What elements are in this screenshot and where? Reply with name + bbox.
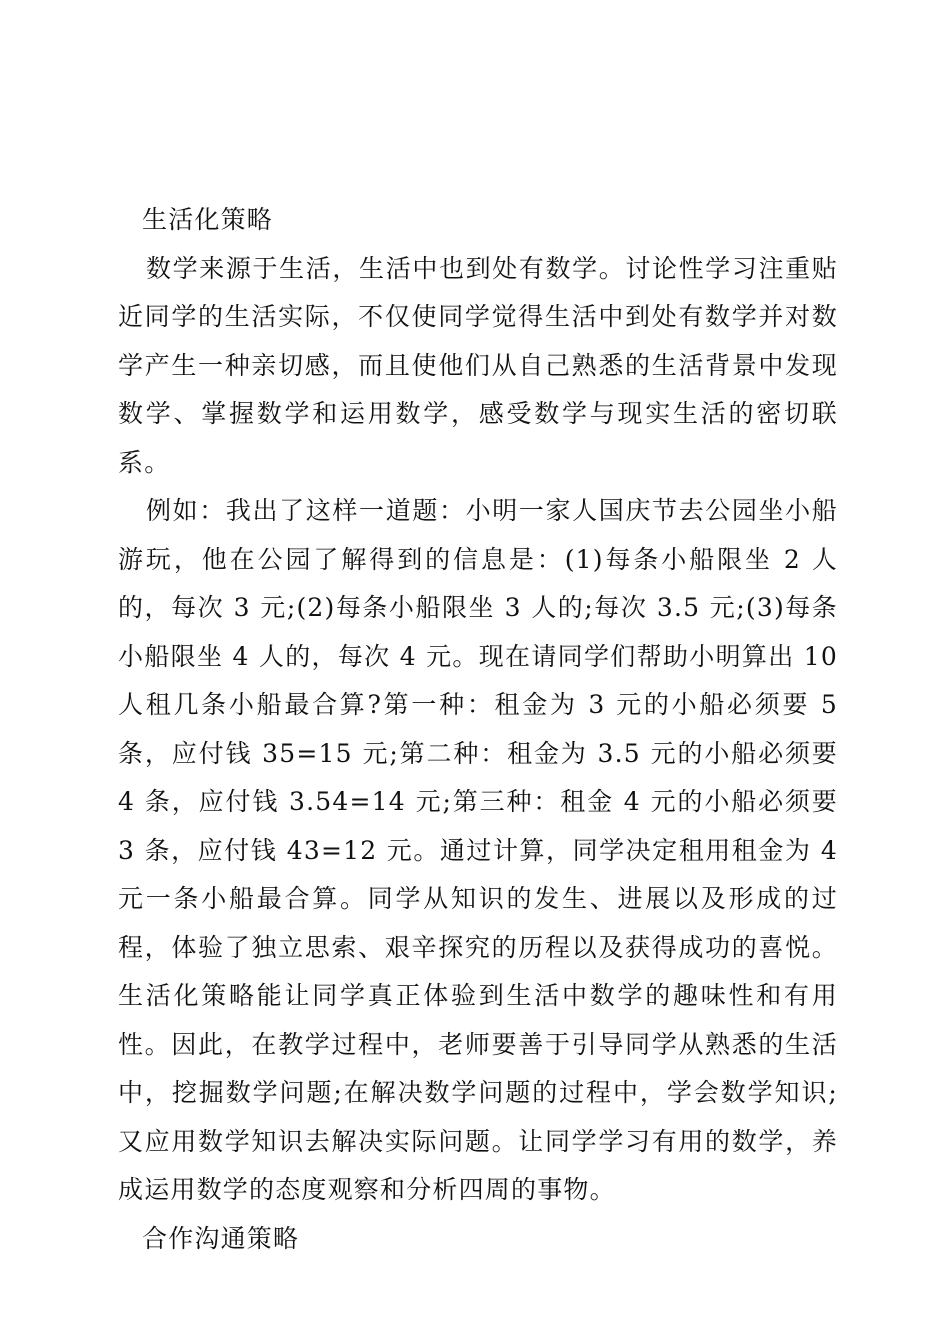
document-body bbox=[118, 196, 838, 1263]
section-heading-cooperation-strategy: 合作沟通策略 bbox=[142, 1223, 300, 1253]
paragraph-example: 例如：我出了这样一道题：小明一家人国庆节去公园坐小船游玩，他在公园了解得到的信息是：(1)每条小船限坐 2 人的，每次 3 元;(2)每条小船限坐 3 人的;每次 3.5 元;(3)每条小船限坐 4 人的，每次 4 元。现在请同学们帮助小明算出 10 人租几条小船最合算?第一种：租金为 3 元的小船必须要 5 条，应付钱 35=15 元;第二种：租金为 3.5 元的小船必须要 4 条，应付钱 3.54=14 元;第三种：租金 4 元的小船必须要 3 条，应付钱 43=12 元。通过计算，同学决定租用租金为 4 元一条小船最合算。同学从知识的发生、进展以及形成的过程，体验了独立思索、艰辛探究的历程以及获得成功的喜悦。生活化策略能让同学真正体验到生活中数学的趣味性和有用性。因此，在教学过程中，老师要善于引导同学从熟悉的生活中，挖掘数学问题;在解决数学问题的过程中，学会数学知识;又应用数学知识去解决实际问题。让同学学习有用的数学，养成运用数学的态度观察和分析四周的事物。 bbox=[118, 496, 838, 1204]
section-heading-life-strategy: 生活化策略 bbox=[142, 205, 274, 234]
paragraph-intro: 数学来源于生活，生活中也到处有数学。讨论性学习注重贴近同学的生活实际，不仅使同学觉得生活中到处有数学并对数学产生一种亲切感，而且使他们从自己熟悉的生活背景中发现数学、掌握数学和运用数学，感受数学与现实生活的密切联系。 bbox=[118, 253, 838, 477]
